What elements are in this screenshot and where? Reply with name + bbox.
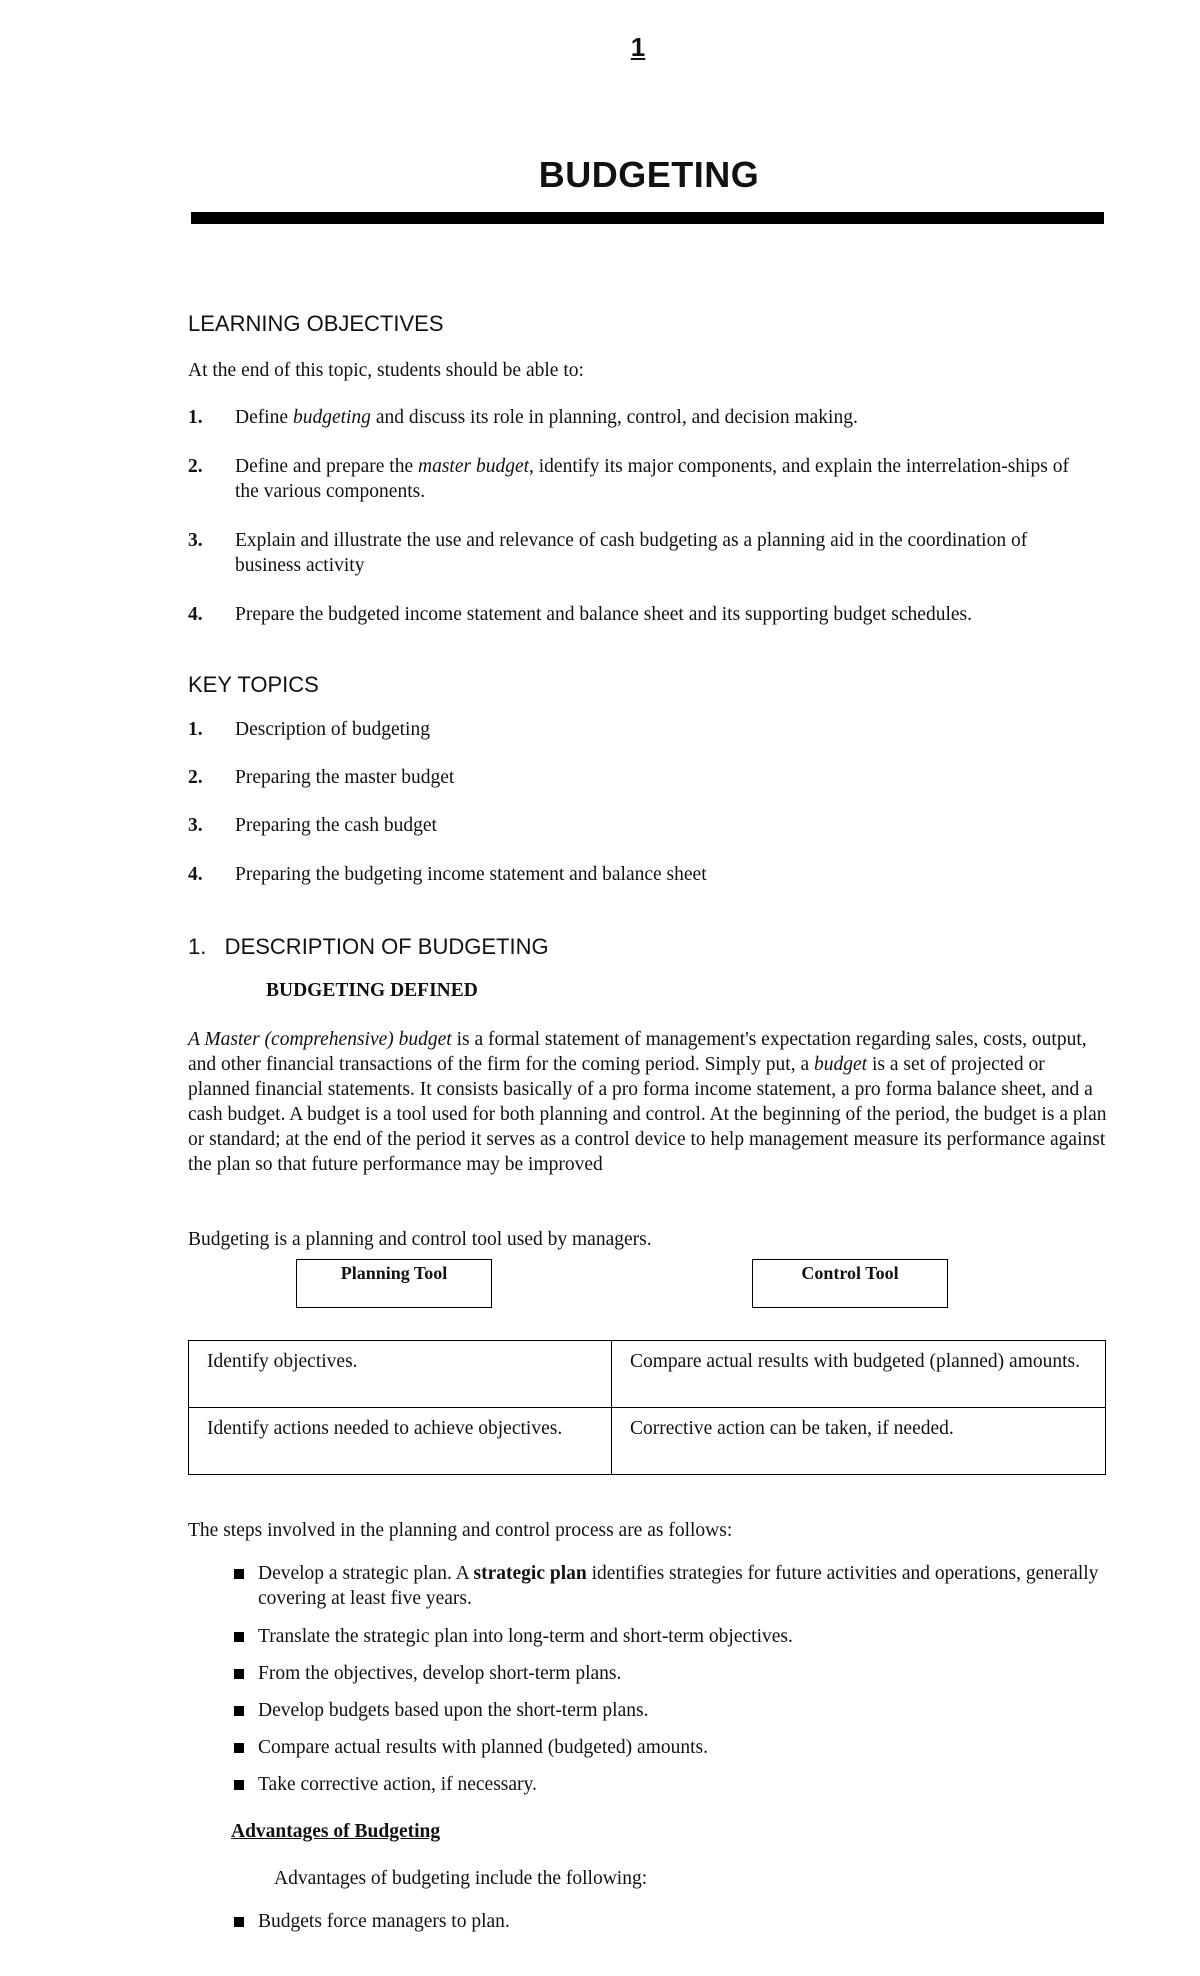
- bullet-square-icon: [234, 1780, 244, 1790]
- objective-text: Define and prepare the master budget, identify its major components, and explain the interrelation-ships of the various components.: [235, 456, 1069, 502]
- advantage-text: Budgets force managers to plan.: [258, 1911, 510, 1932]
- table-row: [189, 1341, 1106, 1408]
- topic-number: 1.: [188, 719, 203, 740]
- section-subheading: BUDGETING DEFINED: [266, 980, 478, 1001]
- table-cell: Compare actual results with budgeted (planned) amounts.: [612, 1341, 1106, 1408]
- topic-number: 3.: [188, 815, 203, 836]
- bullet-square-icon: [234, 1569, 244, 1579]
- topic-number: 2.: [188, 767, 203, 788]
- budget-definition-paragraph: A Master (comprehensive) budget is a formal statement of management's expectation regarding sales, costs, output, and other financial transactions of the firm for the coming period. Simply put, a budget is a set of projected or planned financial statements. It consists basically of a pro forma income statement, a pro forma balance sheet, and a cash budget. A budget is a tool used for both planning and control. At the beginning of the period, the budget is a plan or standard; at the end of the period it serves as a control device to help management measure its performance against the plan so that future performance may be improved: [188, 1029, 1107, 1175]
- bullet-square-icon: [234, 1669, 244, 1679]
- title-rule: [191, 212, 1104, 224]
- objective-number: 4.: [188, 604, 203, 625]
- planning-tool-box: Planning Tool: [296, 1259, 492, 1308]
- topic-text: Preparing the cash budget: [235, 815, 437, 836]
- step-text: Translate the strategic plan into long-term and short-term objectives.: [258, 1626, 793, 1647]
- topic-number: 4.: [188, 864, 203, 885]
- control-tool-box: Control Tool: [752, 1259, 948, 1308]
- bullet-square-icon: [234, 1917, 244, 1927]
- objective-text: Explain and illustrate the use and relevance of cash budgeting as a planning aid in the coordination of business activity: [235, 530, 1028, 576]
- page-number: 1: [630, 32, 646, 62]
- step-text: From the objectives, develop short-term plans.: [258, 1663, 622, 1684]
- advantages-intro: Advantages of budgeting include the following:: [274, 1868, 648, 1889]
- steps-intro: The steps involved in the planning and control process are as follows:: [188, 1520, 733, 1541]
- topic-text: Preparing the budgeting income statement and balance sheet: [235, 864, 707, 885]
- learning-objectives-heading: LEARNING OBJECTIVES: [188, 311, 444, 336]
- table-cell: Identify actions needed to achieve objectives.: [189, 1408, 612, 1475]
- objective-number: 1.: [188, 407, 203, 428]
- objective-number: 2.: [188, 456, 203, 477]
- section-heading: 1. DESCRIPTION OF BUDGETING: [188, 934, 549, 959]
- bullet-square-icon: [234, 1743, 244, 1753]
- topic-text: Preparing the master budget: [235, 767, 455, 788]
- tool-sentence: Budgeting is a planning and control tool used by managers.: [188, 1229, 652, 1250]
- step-text: Take corrective action, if necessary.: [258, 1774, 537, 1795]
- learning-objectives-intro: At the end of this topic, students should be able to:: [188, 360, 584, 381]
- key-topics-heading: KEY TOPICS: [188, 672, 319, 697]
- table-cell: Identify objectives.: [189, 1341, 612, 1408]
- planning-control-table: [188, 1340, 1106, 1475]
- objective-text: Prepare the budgeted income statement and balance sheet and its supporting budget schedules.: [235, 604, 972, 625]
- step-text: Develop a strategic plan. A strategic plan identifies strategies for future activities and operations, generally covering at least five years.: [258, 1563, 1099, 1609]
- objective-number: 3.: [188, 530, 203, 551]
- table-cell: Corrective action can be taken, if needed.: [612, 1408, 1106, 1475]
- advantages-heading: Advantages of Budgeting: [231, 1821, 441, 1842]
- topic-text: Description of budgeting: [235, 719, 430, 740]
- objective-text: Define budgeting and discuss its role in planning, control, and decision making.: [235, 407, 858, 428]
- page-title: BUDGETING: [538, 154, 760, 195]
- bullet-square-icon: [234, 1632, 244, 1642]
- step-text: Compare actual results with planned (budgeted) amounts.: [258, 1737, 709, 1758]
- bullet-square-icon: [234, 1706, 244, 1716]
- table-row: [189, 1408, 1106, 1475]
- step-text: Develop budgets based upon the short-term plans.: [258, 1700, 649, 1721]
